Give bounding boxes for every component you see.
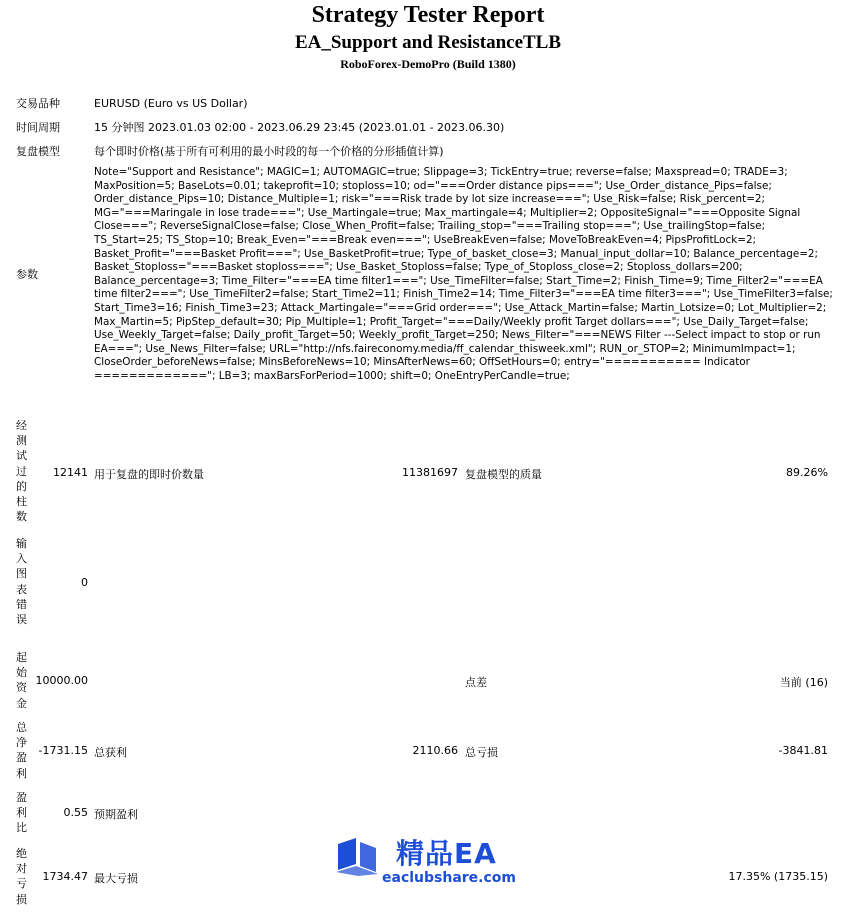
watermark-title: 精品EA — [396, 837, 497, 870]
period-label: 时间周期 — [16, 121, 60, 134]
gross-loss-value: -3841.81 — [778, 744, 828, 757]
gross-loss-label: 总亏损 — [465, 746, 498, 759]
max-drawdown-value: 17.35% (1735.15) — [728, 870, 828, 883]
max-drawdown-label: 最大亏损 — [94, 872, 138, 885]
stats-row-net-profit — [16, 720, 840, 784]
ticks-value: 11381697 — [402, 466, 458, 479]
errors-value: 0 — [81, 576, 88, 589]
report-header — [0, 0, 856, 71]
deposit-value: 10000.00 — [35, 674, 88, 687]
quality-label: 复盘模型的质量 — [465, 468, 542, 481]
watermark — [334, 830, 524, 890]
stats-row-deposit — [16, 650, 840, 714]
params-label: 参数 — [16, 267, 38, 281]
profit-factor-label: 盈 利 比 — [16, 791, 27, 835]
symbol-value: EURUSD (Euro vs US Dollar) — [94, 97, 248, 110]
spread-value: 当前 (16) — [779, 676, 828, 689]
ticks-label: 用于复盘的即时价数量 — [94, 468, 204, 481]
symbol-label: 交易品种 — [16, 97, 60, 110]
bars-value: 12141 — [53, 466, 88, 479]
gross-profit-label: 总获利 — [94, 746, 127, 759]
net-profit-label: 总 净 盈 利 — [16, 721, 27, 780]
report-title: Strategy Tester Report — [311, 2, 545, 28]
server-build: RoboForex-DemoPro (Build 1380) — [340, 57, 516, 71]
params-value: Note="Support and Resistance"; MAGIC=1; AUTOMAGIC=true; Slippage=3; TickEntry=true; reverse=false; Maxspread=0; TRADE=3; MaxPosition=5; BaseLots=0.01; takeprofit=10; stoploss=10; od="===Order distance pips==="; Use_Order_distance_Pips=false; Order_distance_Pips=10; Distance_Multiple=1; risk="===Risk trade by lot size increase==="; Use_Risk=false; Risk_percent=2; MG="===Maringale in lose trade==="; Use_Martingale=true; Max_martingale=4; Multiplier=2; OppositeSignal="===Opposite Signal Close==="; ReverseSignalClose=false; Close_When_Profit=false; Trailing_stop="===Trailing stop==="; Use_trailingStop=false; TS_Start=25; TS_Stop=10; Break_Even="===Break even==="; UseBreakEven=false; MoveToBreakEven=4; PipsProfitLock=2; Basket_Profit="===Basket Profit==="; Use_BasketProfit=true; Type_of_basket_close=3; Manual_input_dollar=10; Balance_percentage=2; Basket_Stoploss="===Basket stoploss==="; Use_Basket_Stoploss=false; Type_of_Stoploss_close=2; Stoploss_dollars=200; Balance_percentage=3; Time_Filter="===EA time filter1==="; Use_TimeFilter=false; Start_Time=2; Finish_Time=9; Time_Filter2="===EA time filter2==="; Use_TimeFilter2=false; Start_Time2=11; Finish_Time2=14; Time_Filter3="===EA time filter3==="; Use_TimeFilter3=false; Start_Time3=16; Finish_Time3=23; Attack_Martingale="===Grid order==="; Use_Attack_Martin=false; Martin_Lotsize=0; Lot_Multiplier=2; Max_Martin=5; PipStep_default=30; Pip_Multiple=1; Profit_Target="===Daily/Weekly profit Target dollars==="; Use_Daily_Target=false; Use_Weekly_Target=false; Daily_profit_Target=50; Weekly_profit_Target=250; News_Filter="===NEWS Filter ---Select impact to stop or run EA==="; Use_News_Filter=false; URL="http://nfs.faireconomy.media/ff_calendar_thisweek.xml"; RUN_or_STOP=2; MinimumImpact=1; CloseOrder_beforeNews=false; MinsBeforeNews=10; MinsAfterNews=60; OffSetHours=0; entry="=========== Indicator ============="; LB=3; maxBarsForPeriod=1000; shift=0; OneEntryPerCandle=true; — [94, 166, 833, 382]
net-profit-value: -1731.15 — [38, 744, 88, 757]
stats-row-bars — [16, 418, 840, 530]
deposit-label: 起 始 资 金 — [16, 651, 27, 710]
spread-label: 点差 — [465, 676, 487, 689]
profit-factor-value: 0.55 — [63, 806, 88, 819]
abs-drawdown-label: 绝 对 亏 损 — [16, 847, 27, 906]
stats-row-errors — [16, 536, 840, 644]
model-label: 复盘模型 — [16, 145, 60, 158]
expert-name: EA_Support and ResistanceTLB — [294, 32, 562, 53]
symbol-row — [16, 96, 840, 112]
abs-drawdown-value: 1734.47 — [42, 870, 88, 883]
bars-label: 经 测 试 过 的 柱 数 — [16, 419, 27, 524]
period-row — [16, 120, 840, 136]
watermark-url: eaclubshare.com — [382, 870, 516, 886]
test-info — [16, 96, 840, 384]
quality-value: 89.26% — [786, 466, 828, 479]
gross-profit-value: 2110.66 — [412, 744, 458, 757]
model-value: 每个即时价格(基于所有可利用的最小时段的每一个价格的分形插值计算) — [94, 145, 444, 158]
period-value: 15 分钟图 2023.01.03 02:00 - 2023.06.29 23:45 (2023.01.01 - 2023.06.30) — [94, 121, 505, 134]
params-row — [16, 166, 840, 384]
model-row — [16, 144, 840, 160]
stack-logo-icon — [334, 836, 380, 879]
expected-payoff-label: 预期盈利 — [94, 808, 138, 821]
errors-label: 输 入 图 表 错 误 — [16, 537, 27, 627]
